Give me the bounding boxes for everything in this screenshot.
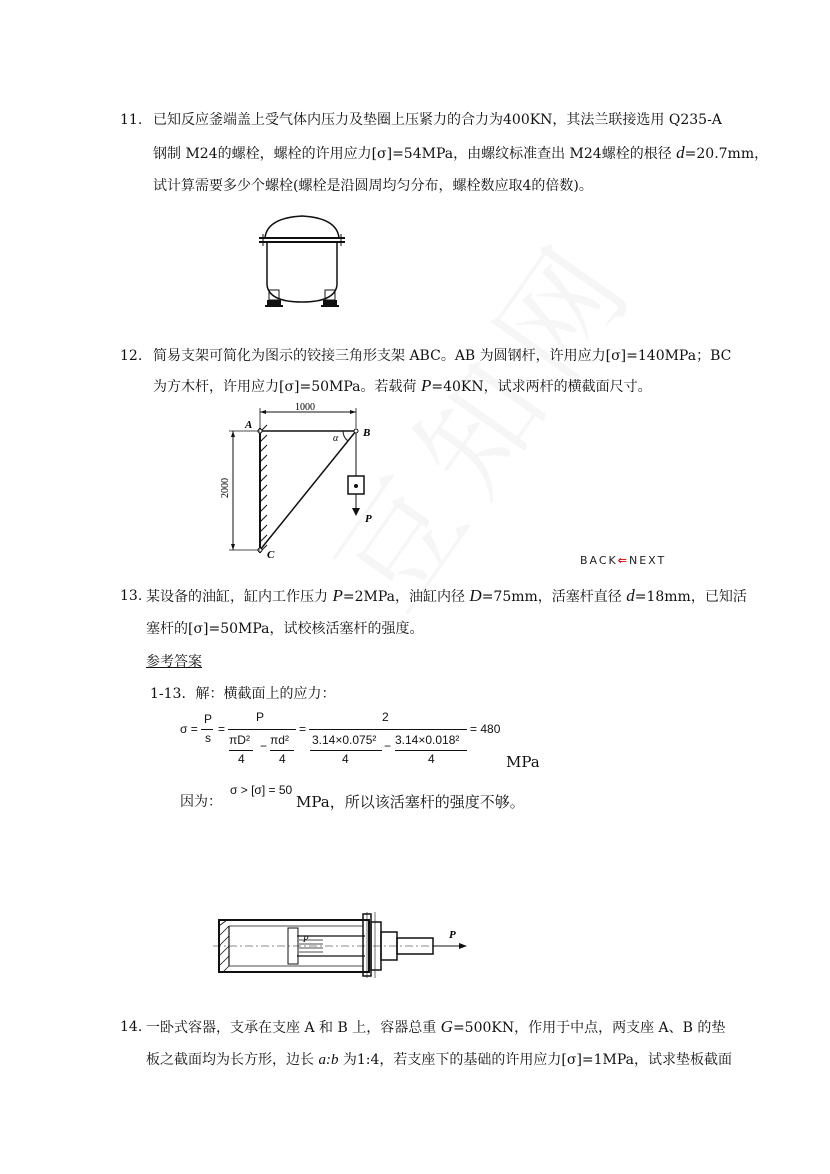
q11-line3: 试计算需要多少个螺栓(螺栓是沿圆周均匀分布，螺栓数应取4的倍数)。 [153,178,593,194]
arrow-icon: ⇐ [617,554,629,567]
label-alpha: α [333,433,339,444]
back-link[interactable]: BACK [580,554,618,567]
solution-intro: 1-13．解：横截面上的应力： [150,686,336,702]
q14-number: 14. [120,1019,143,1035]
nav-links [580,554,666,567]
q12-line2: 为方木杆，许用应力[σ]=50MPa。若载荷 P=40KN，试求两杆的横截面尺寸。 [153,376,652,395]
q11-number: 11. [120,112,143,128]
reference-answer-heading: 参考答案 [146,654,202,670]
q11-line1: 已知反应釜端盖上受气体内压力及垫圈上压紧力的合力为400KN，其法兰联接选用 Q235-A [153,112,722,128]
q12-line1: 简易支架可简化为图示的铰接三角形支架 ABC。AB 为圆钢杆，许用应力[σ]=140MPa；BC [153,348,732,364]
dim-1000: 1000 [295,402,315,413]
conclusion: MPa，所以该活塞杆的强度不够。 [296,793,525,811]
label-b: B [363,427,371,439]
hydraulic-cylinder-figure [213,912,473,978]
q13-line2: 塞杆的[σ]=50MPa，试校核活塞杆的强度。 [146,621,424,637]
q13-number: 13. [120,588,143,604]
inequality: σ > [σ] = 50 [230,783,293,797]
label-c: C [267,549,275,558]
q14-line2: 板之截面均为长方形，边长 a:b 为1:4，若支座下的基础的许用应力[σ]=1MPa，试求垫板截面 [146,1052,733,1068]
q13-line1: 某设备的油缸，缸内工作压力 P=2MPa，油缸内径 D=75mm，活塞杆直径 d=18mm，已知活 [146,586,747,605]
because-label: 因为： [180,794,222,810]
q11-line2: 钢制 M24的螺栓，螺栓的许用应力[σ]=54MPa，由螺纹标准查出 M24螺栓的根径 d=20.7mm， [153,143,769,162]
dim-2000: 2000 [220,478,231,498]
label-a: A [245,419,253,431]
cylinder-label-p: P [449,929,456,941]
reactor-vessel-figure [255,210,350,316]
next-link[interactable]: NEXT [629,554,667,567]
q14-line1: 一卧式容器，支承在支座 A 和 B 上，容器总重 G=500KN，作用于中点，两支座 A、B 的垫 [146,1017,726,1036]
q12-number: 12. [120,348,143,364]
label-p: P [365,513,372,525]
cylinder-label-p-inside: P [303,934,309,944]
bracket-abc-figure [215,398,385,558]
